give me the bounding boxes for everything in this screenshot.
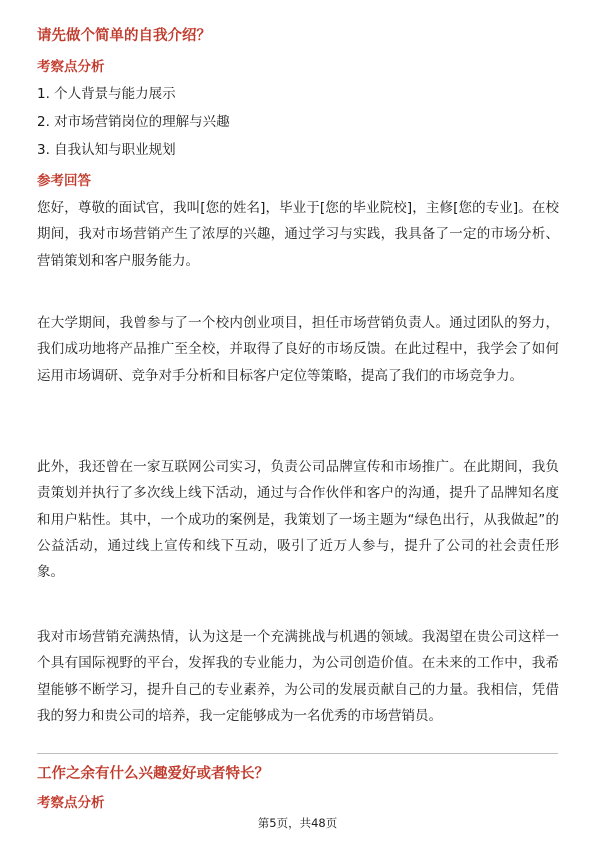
section-divider <box>37 753 558 754</box>
q1-point-3: 3. 自我认知与职业规划 <box>37 142 176 158</box>
q1-point-2: 2. 对市场营销岗位的理解与兴趣 <box>37 114 230 130</box>
q1-analysis-label: 考察点分析 <box>37 59 105 75</box>
answer-paragraph-text: 在大学期间，我曾参与了一个校内创业项目，担任市场营销负责人。通过团队的努力，我们成功地将产品推广至全校，并取得了良好的市场反馈。在此过程中，我学会了如何运用市场调研、竞争对手分析和目标客户定位等策略，提高了我们的市场竞争力。 <box>37 315 559 384</box>
answer-paragraph-text: 您好，尊敬的面试官，我叫[您的姓名]，毕业于[您的毕业院校]，主修[您的专业]。在校期间，我对市场营销产生了浓厚的兴趣，通过学习与实践，我具备了一定的市场分析、营销策划和客户服务能力。 <box>37 200 559 269</box>
question-2-title: 工作之余有什么兴趣爱好或者特长？ <box>37 766 269 782</box>
q1-answer-paragraph-4 <box>37 624 559 729</box>
q1-point-1: 1. 个人背景与能力展示 <box>37 86 176 102</box>
q1-answer-label: 参考回答 <box>37 173 91 189</box>
q1-answer-paragraph-3 <box>37 454 559 585</box>
answer-paragraph-text: 此外，我还曾在一家互联网公司实习，负责公司品牌宣传和市场推广。在此期间，我负责策划并执行了多次线上线下活动，通过与合作伙伴和客户的沟通，提升了品牌知名度和用户粘性。其中，一个成功的案例是，我策划了一场主题为“绿色出行，从我做起”的公益活动，通过线上宣传和线下互动，吸引了近万人参与，提升了公司的社会责任形象。 <box>37 459 559 581</box>
q1-answer-paragraph-1 <box>37 195 559 274</box>
q1-answer-paragraph-2 <box>37 310 559 389</box>
question-1-title: 请先做个简单的自我介绍？ <box>37 28 211 44</box>
page-number-footer: 第5页，共48页 <box>257 816 338 830</box>
answer-paragraph-text: 我对市场营销充满热情，认为这是一个充满挑战与机遇的领域。我渴望在贵公司这样一个具有国际视野的平台，发挥我的专业能力，为公司创造价值。在未来的工作中，我希望能够不断学习，提升自己的专业素养，为公司的发展贡献自己的力量。我相信，凭借我的努力和贵公司的培养，我一定能够成为一名优秀的市场营销员。 <box>37 629 559 724</box>
q2-analysis-label: 考察点分析 <box>37 795 105 811</box>
